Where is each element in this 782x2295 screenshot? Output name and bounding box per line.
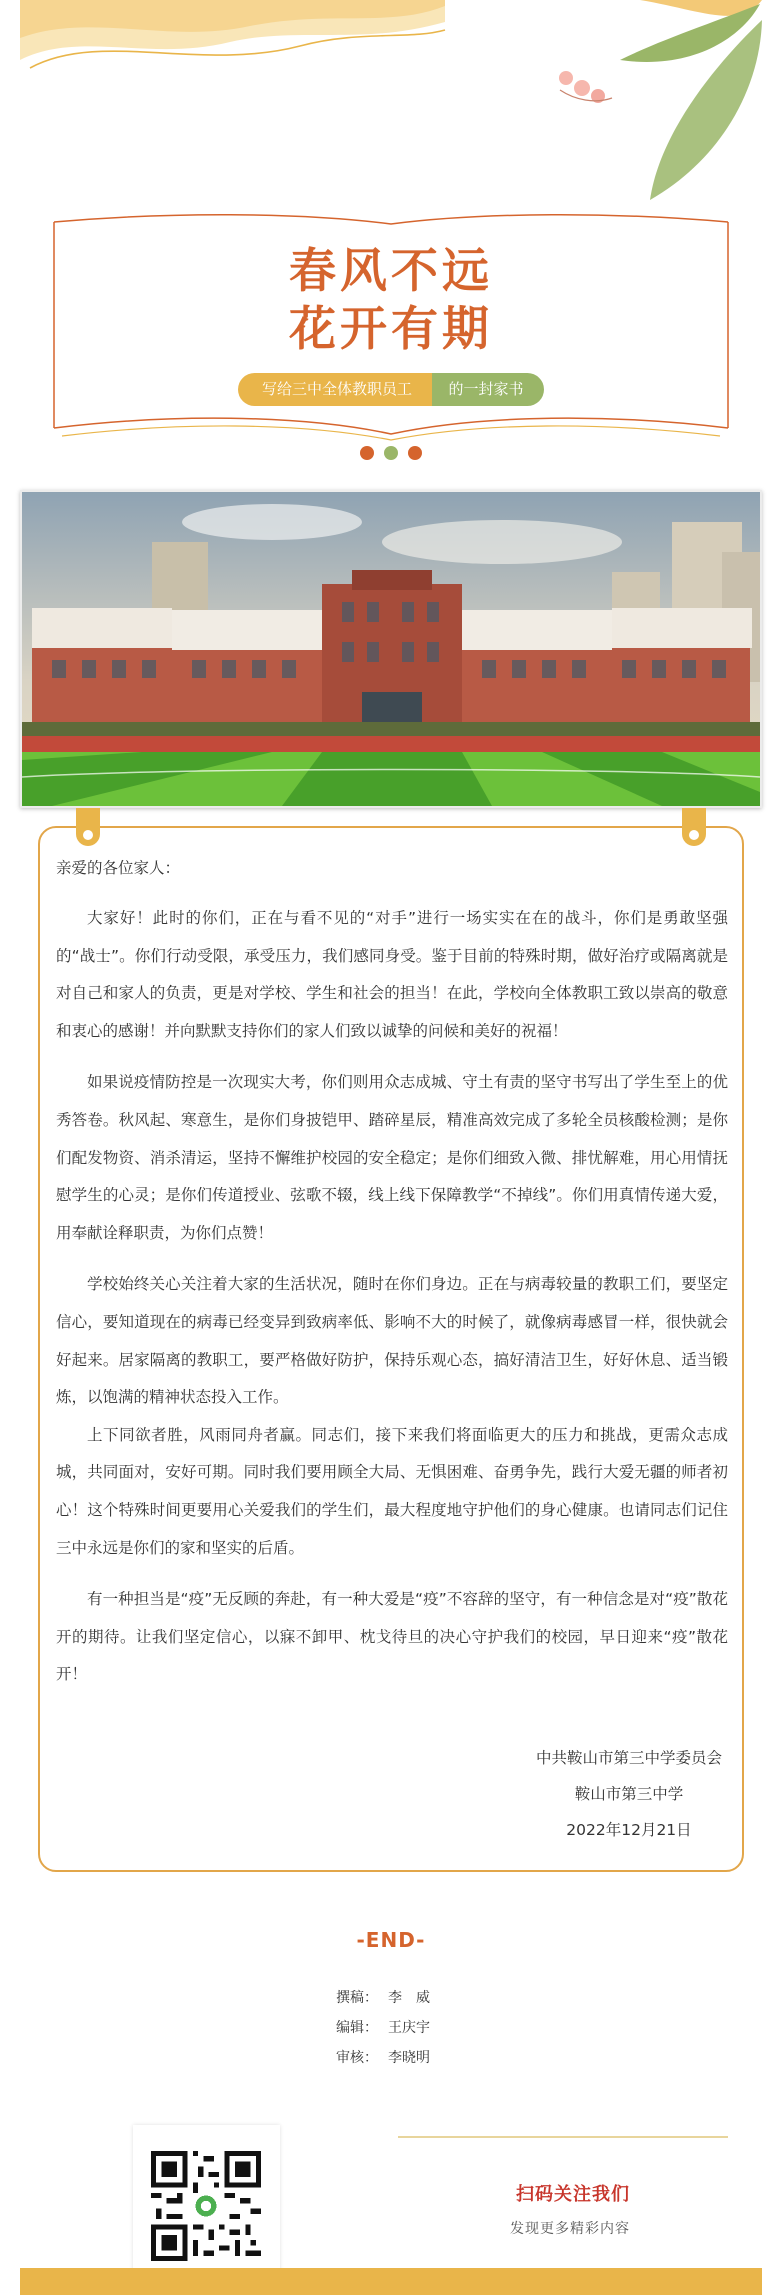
letter-paragraph-1: 大家好！此时的你们，正在与看不见的“对手”进行一场实实在在的战斗，你们是勇敢坚强的“战士”。你们行动受限，承受压力，我们感同身受。鉴于目前的特殊时期，做好治疗或隔离就是对自己和家人的负责，更是对学校、学生和社会的担当！在此，学校向全体教职工致以崇高的敬意和衷心的感谢！并向默默支持你们的家人们致以诚挚的问候和美好的祝福！ [56,909,728,1040]
title-block [0,243,782,359]
subtitle-left: 写给三中全体教职员工 [238,373,432,406]
divider-dots [360,446,422,460]
letter-paragraph-4: 上下同欲者胜，风雨同舟者赢。同志们，接下来我们将面临更大的压力和挑战，更需众志成城，共同面对，安好可期。同时我们要用顾全大局、无惧困难、奋勇争先，践行大爱无疆的师者初心！这个特殊时间更要用心关爱我们的学生们，最大程度地守护他们的身心健康。也请同志们记住三中永远是你们的家和坚实的后盾。 [56,1425,728,1557]
binder-tab-left-icon [76,808,100,846]
header-decoration [0,0,782,210]
bottom-bar [20,2268,762,2295]
school-building-illustration [22,492,760,806]
title-line-2: 花开有期 [289,302,493,357]
school-photo [20,490,762,808]
dot-green-icon [384,446,398,460]
signature-date: 2022年12月21日 [566,1821,692,1839]
subtitle-pill [238,373,544,406]
title-line-1: 春风不远 [289,244,493,299]
scan-title: 扫码关注我们 [516,2184,630,2205]
credit-row-editor: 编辑： 王庆宇 [336,2020,430,2036]
dot-orange-icon [408,446,422,460]
letter-paragraph-5: 有一种担当是“疫”无反顾的奔赴，有一种大爱是“疫”不容辞的坚守，有一种信念是对“疫”散花开的期待。让我们坚定信心，以寐不卸甲、枕戈待旦的决心守护我们的校园，早日迎来“疫”散花开！ [56,1590,728,1684]
credit-row-reviewer: 审核： 李晓明 [336,2050,430,2066]
signature-org-1: 中共鞍山市第三中学委员会 [535,1749,722,1767]
scan-subtitle: 发现更多精彩内容 [510,2221,630,2237]
credit-row-writer: 撰稿： 李 威 [336,1990,430,2006]
signature-org-2: 鞍山市第三中学 [574,1785,684,1803]
subtitle-right: 的一封家书 [432,373,544,406]
credits [336,1983,430,2073]
dot-orange-icon [360,446,374,460]
end-marker: -END- [356,1928,426,1952]
letter-signature [536,1740,722,1848]
flower-buds-icon [559,71,612,103]
letter-paragraph-3: 学校始终关心关注着大家的生活状况，随时在你们身边。正在与病毒较量的教职工们，要坚定信心，要知道现在的病毒已经变异到致病率低、影响不大的时候了，就像病毒感冒一样，很快就会好起来。居家隔离的教职工，要严格做好防护，保持乐观心态，搞好清洁卫生，好好休息、适当锻炼，以饱满的精神状态投入工作。 [56,1275,728,1407]
binder-tab-right-icon [682,808,706,846]
footer-divider [398,2136,728,2138]
qr-code-icon [151,2151,261,2261]
letter-paragraph-2: 如果说疫情防控是一次现实大考，你们则用众志成城、守土有责的坚守书写出了学生至上的优秀答卷。秋风起、寒意生，是你们身披铠甲、踏碎星辰，精准高效完成了多轮全员核酸检测；是你们配发物资、消杀清运，坚持不懈维护校园的安全稳定；是你们细致入微、排忧解难，用心用情抚慰学生的心灵；是你们传道授业、弦歌不辍，线上线下保障教学“不掉线”。你们用真情传递大爱，用奉献诠释职责，为你们点赞！ [56,1073,728,1242]
letter-salutation: 亲爱的各位家人： [56,859,181,877]
letter-body [56,848,728,1694]
